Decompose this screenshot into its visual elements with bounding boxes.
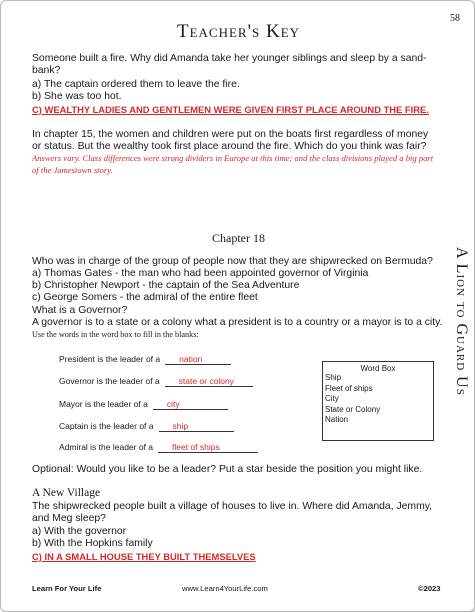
fill-in-blank bbox=[158, 442, 258, 453]
q2-answer-line1: Answers vary. Class differences were strong dividers in Europe at this time; and the class divisions played a big part bbox=[32, 153, 434, 163]
side-book-title bbox=[447, 229, 475, 413]
fill-in-blank bbox=[159, 421, 234, 432]
word-box-item: Nation bbox=[325, 415, 349, 424]
q5-option-b: b) With the Hopkins family bbox=[32, 538, 153, 549]
fill-in-answer: state or colony bbox=[178, 376, 234, 386]
fill-in-prompt: Mayor is the leader of a bbox=[59, 399, 148, 409]
footer-copyright: ©2023 bbox=[418, 584, 441, 593]
word-box-item: Ship bbox=[325, 373, 342, 382]
fill-in-row bbox=[59, 399, 228, 410]
fill-in-row bbox=[59, 421, 234, 432]
q1-question-line1: Someone built a fire. Why did Amanda take her younger siblings and sleep by a sand- bbox=[32, 53, 427, 64]
q2-line2: or status. But the wealthy took first place around the fire. Which do you think was fair? bbox=[32, 141, 427, 152]
q3-option-c: c) George Somers - the admiral of the entire fleet bbox=[32, 292, 258, 303]
fill-in-prompt: President is the leader of a bbox=[59, 354, 161, 364]
fill-in-prompt: Governor is the leader of a bbox=[59, 376, 160, 386]
q3-option-b: b) Christopher Newport - the captain of the Sea Adventure bbox=[32, 280, 300, 291]
word-box bbox=[322, 361, 434, 441]
q2-answer-line2: of the Jamestown story. bbox=[32, 165, 113, 175]
q5-line2: and Meg sleep? bbox=[32, 513, 106, 524]
page-title: Teacher's Key bbox=[176, 21, 301, 42]
q3-option-a: a) Thomas Gates - the man who had been appointed governor of Virginia bbox=[32, 268, 369, 279]
footer-website: www.Learn4YourLife.com bbox=[182, 584, 268, 593]
q4-question: What is a Governor? bbox=[32, 305, 128, 316]
q1-answer: C) WEALTHY LADIES AND GENTLEMEN WERE GIVEN FIRST PLACE AROUND THE FIRE. bbox=[32, 104, 429, 115]
word-box-title: Word Box bbox=[360, 364, 396, 373]
fill-in-row bbox=[59, 354, 231, 365]
word-box-item: State or Colony bbox=[325, 404, 381, 414]
q2-line1: In chapter 15, the women and children were put on the boats first regardless of money bbox=[32, 129, 429, 140]
q1-option-b: b) She was too hot. bbox=[32, 91, 122, 102]
side-book-title-text: A Lion to Guard Us bbox=[453, 246, 470, 396]
q5-answer: C) IN A SMALL HOUSE THEY BUILT THEMSELVES bbox=[32, 551, 256, 562]
q5-option-a: a) With the governor bbox=[32, 526, 127, 537]
footer-brand: Learn For Your Life bbox=[32, 584, 102, 593]
fill-in-answer: city bbox=[166, 399, 180, 409]
page-number: 58 bbox=[450, 13, 460, 24]
fill-in-row bbox=[59, 376, 253, 387]
fill-in-blank bbox=[153, 399, 228, 410]
q1-question-line2: bank? bbox=[32, 65, 61, 76]
section-heading: A New Village bbox=[32, 487, 101, 499]
word-box-item: Fleet of ships bbox=[325, 383, 373, 393]
fill-in-blank bbox=[165, 354, 231, 365]
chapter-heading: Chapter 18 bbox=[212, 231, 265, 245]
q1-option-a: a) The captain ordered them to leave the fire. bbox=[32, 79, 240, 90]
fill-in-answer: fleet of ships bbox=[172, 442, 220, 452]
fill-in-row bbox=[59, 442, 258, 453]
fill-in-instructions: Use the words in the word box to fill in the blanks: bbox=[32, 330, 199, 339]
q3-question: Who was in charge of the group of people now that they are shipwrecked on Bermuda? bbox=[32, 256, 433, 267]
fill-in-answer: ship bbox=[172, 421, 189, 431]
optional-prompt: Optional: Would you like to be a leader? Put a star beside the position you might like. bbox=[32, 464, 423, 475]
q5-line1: The shipwrecked people built a village of houses to live in. Where did Amanda, Jemmy, bbox=[32, 501, 433, 512]
fill-in-prompt: Admiral is the leader of a bbox=[59, 442, 154, 452]
fill-in-answer: nation bbox=[179, 354, 203, 364]
fill-in-prompt: Captain is the leader of a bbox=[59, 421, 154, 431]
word-box-item: City bbox=[325, 394, 339, 403]
q4-answer: A governor is to a state or a colony what a president is to a country or a mayor is to a city. bbox=[32, 317, 443, 328]
fill-in-blank bbox=[165, 376, 253, 387]
